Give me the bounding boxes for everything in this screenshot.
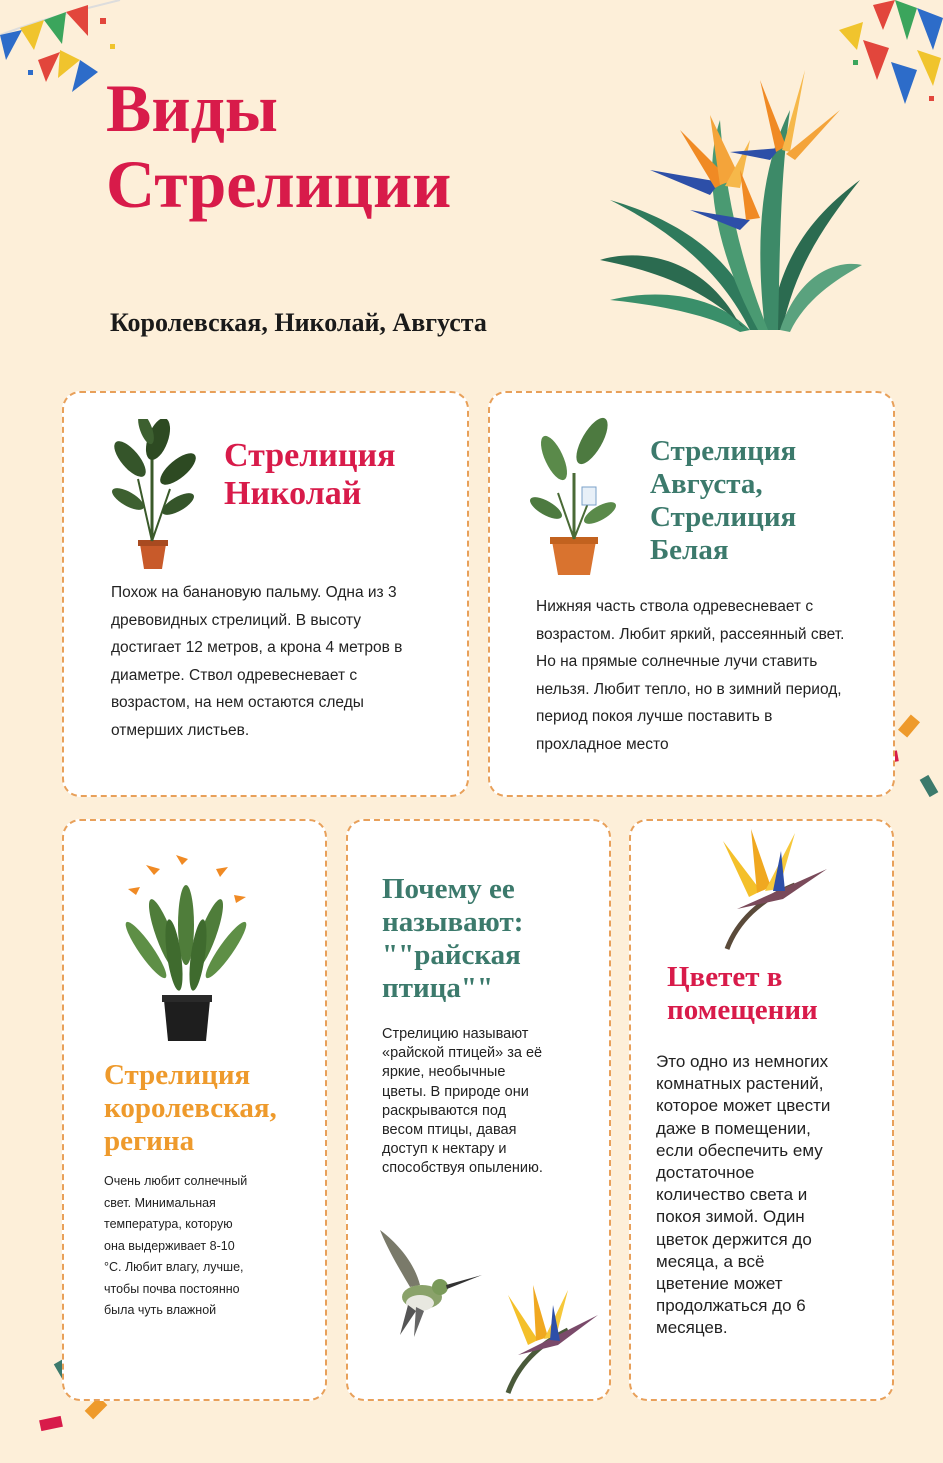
card-title bbox=[224, 437, 395, 513]
card-title bbox=[667, 961, 818, 1027]
card-text: Стрелицию называют «райской птицей» за её яркие, необычные цветы. В природе они раскрываются под весом птицы, давая доступ к нектару и способствуя опылению. bbox=[382, 1026, 543, 1177]
card-nikolai bbox=[62, 391, 469, 797]
card-text: Это одно из немногих комнатных растений, которое может цвести даже в помещении, если обеспечить ему достаточное количество света и покоя зимой. Один цветок держится до месяца, а всё цветение может продолжаться до 6 месяцев. bbox=[656, 1052, 831, 1338]
strelitzia-augusta-icon bbox=[530, 413, 620, 578]
bird-of-paradise-flower-icon bbox=[715, 827, 830, 952]
card-text: Нижняя часть ствола одревесневает с возрастом. Любит яркий, рассеянный свет. Но на прямые солнечные лучи ставить нельзя. Любит тепло, но в зимний период, период покоя лучше поставить в прохладное место bbox=[536, 598, 845, 753]
title-line: Виды bbox=[106, 70, 279, 146]
card-title-line: Белая bbox=[650, 534, 729, 566]
card-text: Похож на банановую пальму. Одна из 3 древовидных стрелиций. В высоту достигает 12 метров, а крона 4 метров в диаметре. Ствол одревесневает с возрастом, на нем остаются следы отмерших листьев. bbox=[111, 584, 403, 739]
card-title bbox=[104, 1059, 277, 1158]
strelitzia-regina-icon bbox=[124, 855, 249, 1045]
card-title-line: Стрелиция bbox=[650, 501, 797, 533]
card-title-line: ""райская bbox=[382, 939, 521, 971]
page-subtitle: Королевская, Николай, Августа bbox=[110, 308, 487, 337]
card-title bbox=[382, 873, 523, 1005]
card-title-line: Цветет в bbox=[667, 961, 783, 993]
card-title-line: Стрелиция bbox=[650, 435, 797, 467]
strelitzia-illustration bbox=[590, 60, 870, 335]
card-paradise-bird bbox=[346, 819, 611, 1401]
card-augusta bbox=[488, 391, 895, 797]
card-regina bbox=[62, 819, 327, 1401]
card-title-line: Августа, bbox=[650, 468, 763, 500]
card-title-line: Почему ее bbox=[382, 873, 515, 905]
card-title-line: королевская, bbox=[104, 1092, 277, 1124]
bird-of-paradise-flower-icon bbox=[498, 1285, 603, 1395]
card-title-line: называют: bbox=[382, 906, 524, 938]
confetti-piece bbox=[898, 714, 920, 737]
card-indoor-bloom bbox=[629, 819, 894, 1401]
card-title-line: Николай bbox=[224, 475, 362, 512]
strelitzia-nikolai-icon bbox=[108, 419, 198, 574]
hummingbird-icon bbox=[370, 1225, 490, 1340]
card-title-line: Стрелиция bbox=[104, 1059, 251, 1091]
card-title bbox=[650, 435, 796, 567]
confetti-piece bbox=[39, 1416, 63, 1431]
page-title bbox=[106, 70, 526, 222]
card-title-line: регина bbox=[104, 1125, 195, 1157]
title-line: Стрелиции bbox=[106, 146, 452, 222]
confetti-piece bbox=[920, 775, 939, 797]
card-title-line: Стрелиция bbox=[224, 437, 396, 474]
card-text: Очень любит солнечный свет. Минимальная температура, которую она выдерживает 8-10 °С. Любит влагу, лучше, чтобы почва постоянно была чуть влажной bbox=[104, 1174, 248, 1317]
card-title-line: помещении bbox=[667, 994, 818, 1026]
card-title-line: птица"" bbox=[382, 972, 494, 1004]
